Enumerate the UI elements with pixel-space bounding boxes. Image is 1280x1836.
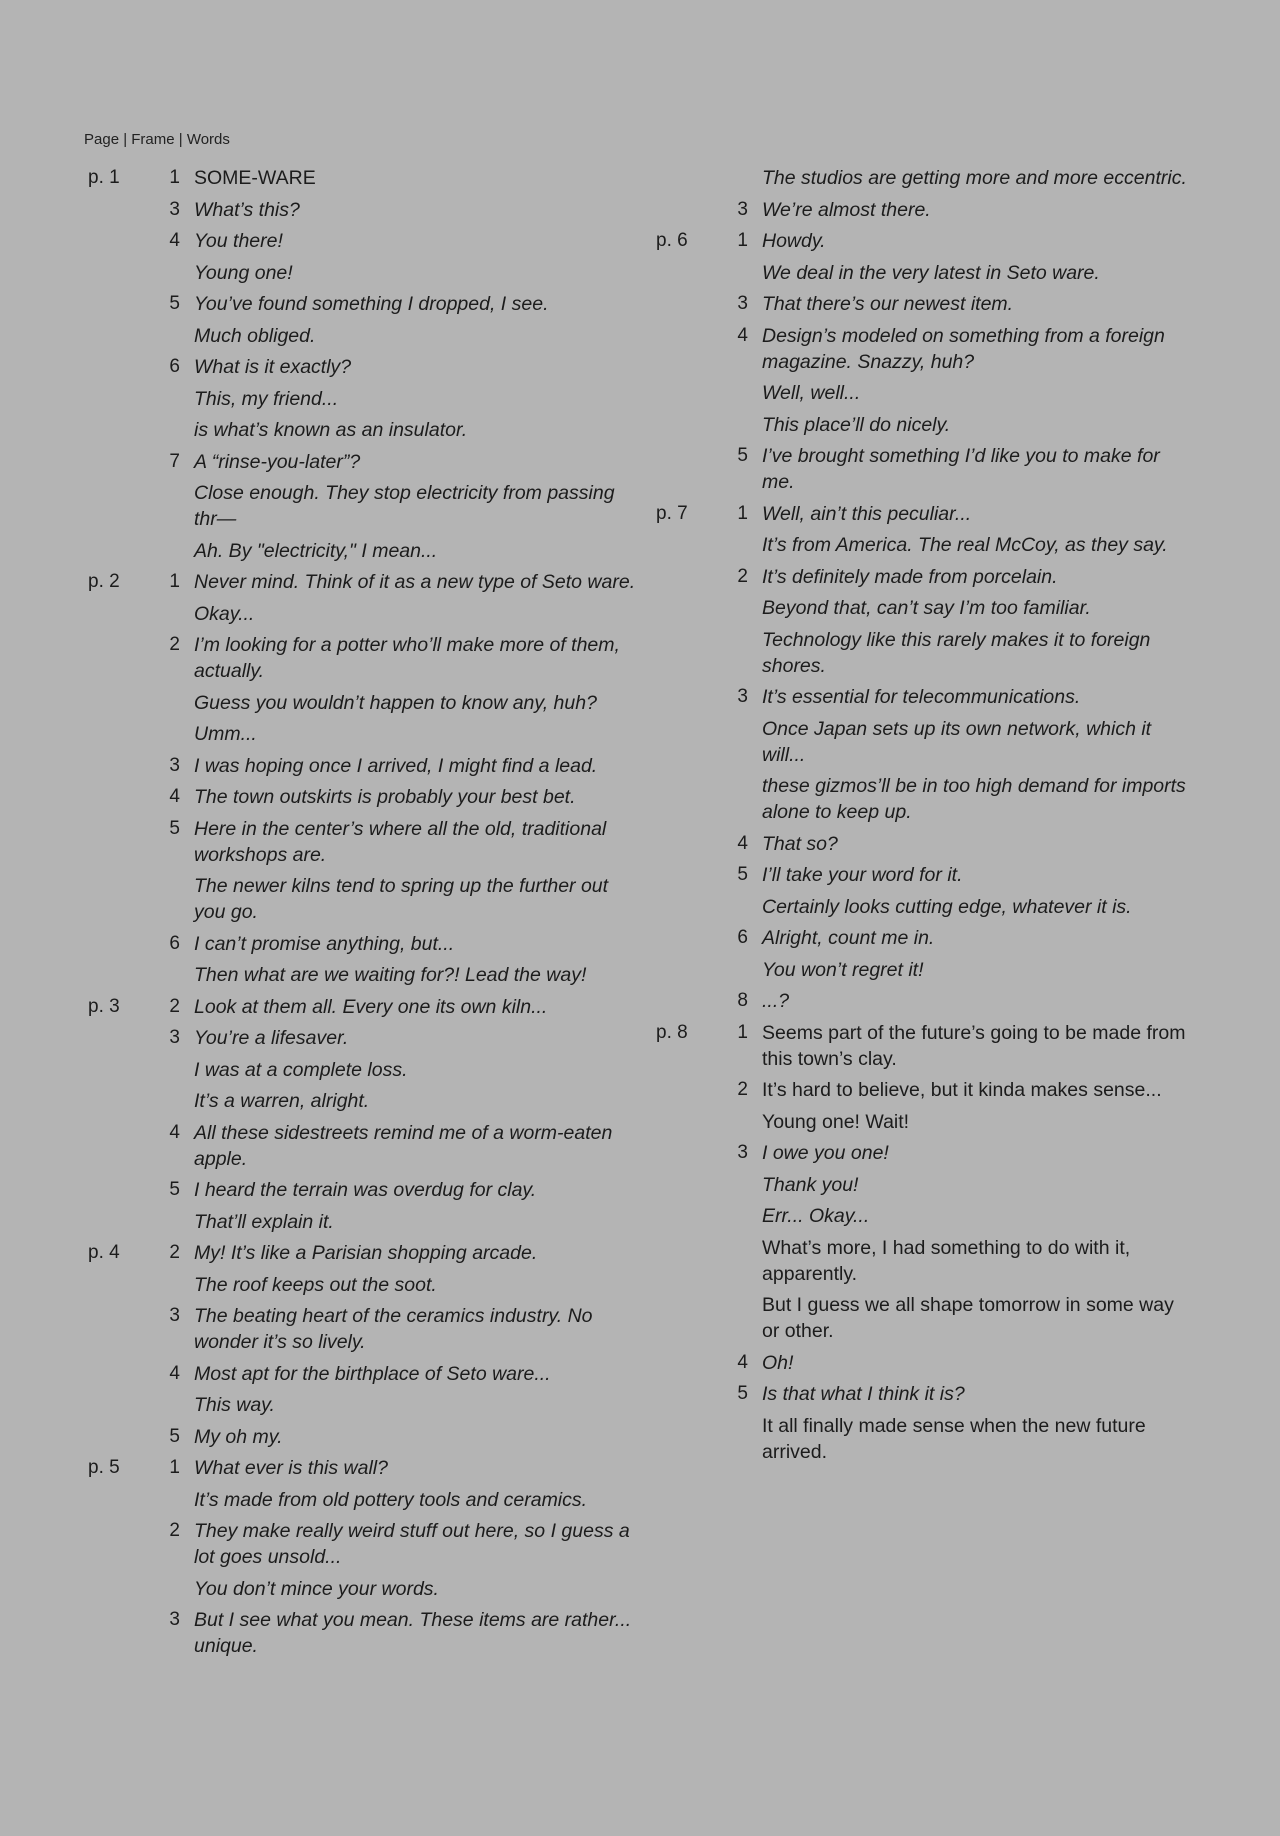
dialogue-text: Certainly looks cutting edge, whatever it is. <box>762 895 1132 918</box>
script-line <box>656 716 1196 768</box>
script-line <box>656 165 1196 191</box>
script-line <box>656 1172 1196 1198</box>
dialogue-text: Young one! Wait! <box>762 1110 910 1133</box>
script-line <box>88 994 638 1020</box>
frame-number: 5 <box>169 1179 180 1200</box>
frame-number: 4 <box>169 1362 180 1384</box>
script-line <box>88 386 638 412</box>
frame-number: 6 <box>169 356 180 377</box>
script-line <box>656 443 1196 495</box>
script-line <box>656 380 1196 406</box>
frame-number: 1 <box>169 1457 180 1478</box>
dialogue-text: It’s hard to believe, but it kinda makes sense... <box>762 1079 1162 1101</box>
dialogue-text: I was at a complete loss. <box>194 1058 408 1081</box>
script-line <box>656 228 1196 254</box>
script-line <box>656 412 1196 438</box>
frame-number: 6 <box>737 927 748 948</box>
script-line <box>88 417 638 443</box>
dialogue-text: I’ll take your word for it. <box>762 864 963 886</box>
frame-number: 4 <box>169 230 180 251</box>
dialogue-text: Is that what I think it is? <box>762 1383 965 1405</box>
script-line <box>656 197 1196 223</box>
script-line <box>88 1025 638 1051</box>
script-line <box>656 1292 1196 1344</box>
dialogue-text: It’s essential for telecommunications. <box>762 686 1081 708</box>
script-line <box>88 354 638 380</box>
dialogue-text: Here in the center’s where all the old, traditional workshops are. <box>194 817 607 866</box>
script-line <box>88 1088 638 1114</box>
dialogue-text: The newer kilns tend to spring up the further out you go. <box>194 875 609 923</box>
dialogue-text: It’s from America. The real McCoy, as they say. <box>762 534 1168 556</box>
frame-number: 5 <box>169 817 180 839</box>
dialogue-text: You won’t regret it! <box>762 958 924 981</box>
dialogue-text: You don’t mince your words. <box>194 1577 439 1600</box>
frame-number: 4 <box>737 324 748 346</box>
frame-number: 1 <box>737 230 748 251</box>
dialogue-text: Much obliged. <box>194 324 316 347</box>
frame-number: 2 <box>169 995 180 1017</box>
script-line <box>656 291 1196 317</box>
dialogue-text: Err... Okay... <box>762 1205 870 1227</box>
frame-number: 3 <box>169 198 180 220</box>
script-line <box>88 291 638 317</box>
dialogue-text: Most apt for the birthplace of Seto ware... <box>194 1362 551 1385</box>
frame-number: 3 <box>737 293 748 314</box>
frame-number: 3 <box>737 686 748 707</box>
frame-number: 1 <box>737 502 748 524</box>
script-line <box>88 721 638 747</box>
frame-number: 4 <box>169 786 180 807</box>
dialogue-text: Young one! <box>194 261 293 284</box>
script-line <box>656 1020 1196 1072</box>
frame-number: 2 <box>737 1079 748 1100</box>
frame-number: 2 <box>737 565 748 587</box>
frame-number: 3 <box>169 1305 180 1326</box>
dialogue-text: My! It’s like a Parisian shopping arcade. <box>194 1242 538 1264</box>
page-number: p. 6 <box>656 230 688 251</box>
dialogue-text: is what’s known as an insulator. <box>194 419 468 441</box>
dialogue-text: What’s this? <box>194 198 300 221</box>
dialogue-text: It’s a warren, alright. <box>194 1090 370 1112</box>
dialogue-text: I was hoping once I arrived, I might find a lead. <box>194 754 598 777</box>
dialogue-text: I heard the terrain was overdug for clay. <box>194 1179 537 1201</box>
script-line <box>88 931 638 957</box>
dialogue-text: But I guess we all shape tomorrow in some way or other. <box>762 1294 1174 1342</box>
frame-number: 3 <box>737 198 748 220</box>
dialogue-text: We deal in the very latest in Seto ware. <box>762 261 1100 284</box>
dialogue-text: We’re almost there. <box>762 198 931 221</box>
page-number: p. 7 <box>656 502 688 524</box>
dialogue-text: A “rinse-you-later”? <box>194 450 361 473</box>
page-number: p. 4 <box>88 1242 120 1263</box>
script-line <box>88 569 638 595</box>
script-line <box>88 1455 638 1481</box>
script-line <box>88 1177 638 1203</box>
dialogue-text: You’ve found something I dropped, I see. <box>194 293 549 315</box>
script-line <box>88 873 638 925</box>
dialogue-text: They make really weird stuff out here, so I guess a lot goes unsold... <box>194 1520 630 1568</box>
dialogue-text: I’m looking for a potter who’ll make more of them, actually. <box>194 634 620 682</box>
script-line <box>656 773 1196 825</box>
frame-number: 1 <box>169 571 180 592</box>
dialogue-text: What’s more, I had something to do with it, apparently. <box>762 1236 1131 1285</box>
table-header: Page | Frame | Words <box>84 131 230 148</box>
frame-number: 4 <box>169 1121 180 1143</box>
frame-number: 3 <box>169 754 180 776</box>
dialogue-text: Never mind. Think of it as a new type of Seto ware. <box>194 571 636 593</box>
script-line <box>88 601 638 627</box>
script-line <box>656 260 1196 286</box>
dialogue-text: It’s made from old pottery tools and ceramics. <box>194 1488 588 1511</box>
script-line <box>88 1424 638 1450</box>
script-line <box>656 988 1196 1014</box>
frame-number: 2 <box>169 634 180 655</box>
frame-number: 4 <box>737 832 748 854</box>
dialogue-text: All these sidestreets remind me of a worm-eaten apple. <box>194 1121 613 1170</box>
script-line <box>656 595 1196 621</box>
dialogue-text: Seems part of the future’s going to be made from this town’s clay. <box>762 1021 1186 1070</box>
script-line <box>88 1607 638 1659</box>
script-line <box>656 323 1196 375</box>
dialogue-text: It all finally made sense when the new future arrived. <box>762 1414 1146 1463</box>
script-line <box>656 957 1196 983</box>
dialogue-text: That’ll explain it. <box>194 1210 334 1233</box>
dialogue-text: I owe you one! <box>762 1142 889 1164</box>
page-number: p. 3 <box>88 995 120 1017</box>
frame-number: 7 <box>169 450 180 472</box>
script-line <box>656 564 1196 590</box>
script-line <box>88 1303 638 1355</box>
dialogue-text: You there! <box>194 230 283 252</box>
frame-number: 8 <box>737 990 748 1011</box>
dialogue-text: Oh! <box>762 1351 794 1374</box>
frame-number: 5 <box>169 293 180 314</box>
dialogue-text: Look at them all. Every one its own kiln... <box>194 995 548 1018</box>
dialogue-text: The roof keeps out the soot. <box>194 1273 437 1296</box>
script-line <box>88 228 638 254</box>
dialogue-text: This, my friend... <box>194 387 339 410</box>
script-line <box>656 1235 1196 1287</box>
script-line <box>88 1576 638 1602</box>
dialogue-text: It’s definitely made from porcelain. <box>762 565 1058 588</box>
frame-number: 5 <box>169 1425 180 1447</box>
script-line <box>656 1077 1196 1103</box>
script-line <box>88 816 638 868</box>
script-line <box>88 753 638 779</box>
script-line <box>88 538 638 564</box>
script-line <box>656 684 1196 710</box>
script-line <box>88 1487 638 1513</box>
frame-number: 5 <box>737 1383 748 1404</box>
frame-number: 3 <box>737 1142 748 1163</box>
page-number: p. 2 <box>88 571 120 592</box>
script-line <box>88 1120 638 1172</box>
script-line <box>656 1350 1196 1376</box>
frame-number: 3 <box>169 1609 180 1630</box>
script-line <box>88 1057 638 1083</box>
right-column <box>656 165 1196 1470</box>
script-line <box>88 1361 638 1387</box>
frame-number: 1 <box>169 167 180 188</box>
frame-number: 6 <box>169 932 180 954</box>
dialogue-text: Design’s modeled on something from a foreign magazine. Snazzy, huh? <box>762 324 1165 373</box>
page-number: p. 1 <box>88 167 120 188</box>
dialogue-text: Once Japan sets up its own network, which it will... <box>762 717 1152 766</box>
script-line <box>88 165 638 191</box>
script-line <box>656 1109 1196 1135</box>
frame-number: 2 <box>169 1520 180 1541</box>
dialogue-text: these gizmos’ll be in too high demand for imports alone to keep up. <box>762 775 1186 823</box>
page-number: p. 5 <box>88 1457 120 1478</box>
script-line <box>88 632 638 684</box>
dialogue-text: Thank you! <box>762 1173 859 1196</box>
dialogue-text: Close enough. They stop electricity from passing thr— <box>194 482 615 530</box>
frame-number: 5 <box>737 864 748 885</box>
page-number: p. 8 <box>656 1021 688 1043</box>
script-line <box>88 480 638 532</box>
dialogue-text: My oh my. <box>194 1425 283 1448</box>
script-line <box>88 1209 638 1235</box>
script-line <box>88 323 638 349</box>
dialogue-text: ...? <box>762 990 790 1012</box>
frame-number: 3 <box>169 1027 180 1048</box>
dialogue-text: The town outskirts is probably your best bet. <box>194 786 576 808</box>
dialogue-text: Guess you wouldn’t happen to know any, huh? <box>194 691 597 714</box>
dialogue-text: SOME-WARE <box>194 167 316 189</box>
dialogue-text: Alright, count me in. <box>762 927 935 949</box>
dialogue-text: This way. <box>194 1394 275 1416</box>
script-line <box>88 1518 638 1570</box>
dialogue-text: Umm... <box>194 723 257 745</box>
script-line <box>656 1381 1196 1407</box>
dialogue-text: Technology like this rarely makes it to foreign shores. <box>762 628 1151 677</box>
frame-number: 1 <box>737 1021 748 1043</box>
dialogue-text: You’re a lifesaver. <box>194 1027 349 1049</box>
script-line <box>656 925 1196 951</box>
dialogue-text: But I see what you mean. These items are rather... unique. <box>194 1609 632 1657</box>
script-line <box>656 1413 1196 1465</box>
script-line <box>88 1272 638 1298</box>
script-line <box>656 831 1196 857</box>
script-line <box>656 1203 1196 1229</box>
script-line <box>88 690 638 716</box>
dialogue-text: Howdy. <box>762 230 826 252</box>
script-line <box>656 894 1196 920</box>
left-column <box>88 165 638 1665</box>
script-line <box>656 532 1196 558</box>
script-line <box>656 1140 1196 1166</box>
dialogue-text: What is it exactly? <box>194 356 352 378</box>
dialogue-text: That there’s our newest item. <box>762 293 1014 315</box>
frame-number: 4 <box>737 1351 748 1373</box>
dialogue-text: I can’t promise anything, but... <box>194 932 455 955</box>
dialogue-text: The beating heart of the ceramics industry. No wonder it’s so lively. <box>194 1305 593 1353</box>
dialogue-text: This place’ll do nicely. <box>762 413 951 436</box>
script-line <box>656 862 1196 888</box>
dialogue-text: That so? <box>762 832 838 855</box>
script-line <box>88 962 638 988</box>
dialogue-text: Beyond that, can’t say I’m too familiar. <box>762 597 1091 619</box>
dialogue-text: Well, well... <box>762 382 861 404</box>
dialogue-text: What ever is this wall? <box>194 1457 388 1479</box>
frame-number: 5 <box>737 445 748 466</box>
script-line <box>88 197 638 223</box>
script-line <box>656 627 1196 679</box>
script-line <box>88 1240 638 1266</box>
dialogue-text: I’ve brought something I’d like you to make for me. <box>762 445 1160 493</box>
script-line <box>88 1392 638 1418</box>
script-line <box>88 784 638 810</box>
script-line <box>88 260 638 286</box>
dialogue-text: The studios are getting more and more eccentric. <box>762 167 1187 189</box>
dialogue-text: Okay... <box>194 602 255 625</box>
script-line <box>88 449 638 475</box>
script-line <box>656 501 1196 527</box>
dialogue-text: Ah. By "electricity," I mean... <box>194 539 438 562</box>
dialogue-text: Then what are we waiting for?! Lead the way! <box>194 964 587 986</box>
dialogue-text: Well, ain’t this peculiar... <box>762 502 972 525</box>
frame-number: 2 <box>169 1242 180 1263</box>
